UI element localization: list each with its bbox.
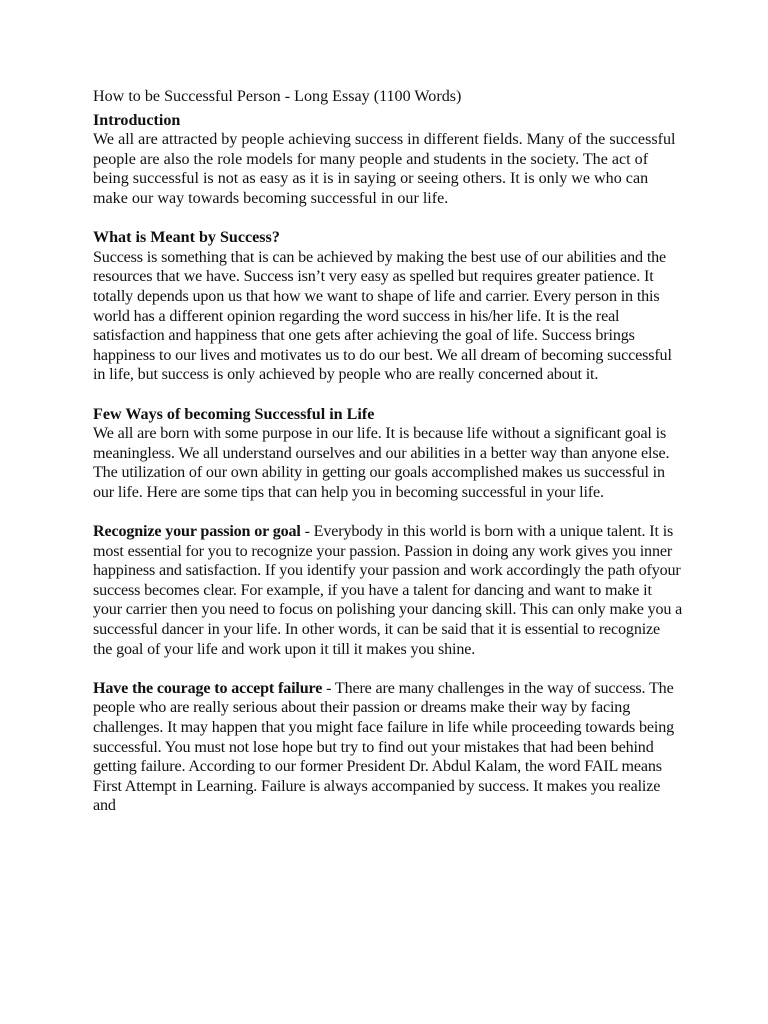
section-heading: Introduction — [93, 111, 181, 129]
essay-page — [93, 87, 683, 836]
tip-paragraph — [93, 679, 683, 816]
section-ways-of-success — [93, 405, 683, 503]
tip-accept-failure — [93, 679, 683, 816]
section-heading: Few Ways of becoming Successful in Life — [93, 405, 375, 423]
essay-title: How to be Successful Person - Long Essay (1100 Words) — [93, 88, 462, 105]
tip-paragraph — [93, 522, 683, 659]
section-body: We all are attracted by people achieving success in different fields. Many of the successful people are also the role models for many people and students in the society. The act of being successful is not as easy as it is in saying or seeing others. It is only we who can make our way towards becoming successful in our life. — [93, 131, 676, 207]
tip-lead: Have the courage to accept failure — [93, 679, 323, 697]
section-body: We all are born with some purpose in our life. It is because life without a significant goal is meaningless. We all understand ourselves and our abilities in a better way than anyone else. The utilization of our own ability in getting our goals accomplished makes us successful in our life. Here are some tips that can help you in becoming successful in your life. — [93, 425, 670, 501]
tip-body: - Everybody in this world is born with a unique talent. It is most essential for you to recognize your passion. Passion in doing any work gives you inner happiness and satisfaction. If you identify your passion and work accordingly the path ofyour success becomes clear. For example, if you have a talent for dancing and want to make it your carrier then you need to focus on polishing your dancing skill. This can only make you a successful dancer in your life. In other words, it can be said that it is essential to recognize the goal of your life and work upon it till it makes you shine. — [93, 523, 683, 658]
tip-recognize-passion — [93, 522, 683, 659]
section-body: Success is something that is can be achieved by making the best use of our abilities and the resources that we have. Success isn’t very easy as spelled but requires greater patience. It totally depends upon us that how we want to shape of life and carrier. Every person in this world has a different opinion regarding the word success in his/her life. It is the real satisfaction and happiness that one gets after achieving the goal of life. Success brings happiness to our lives and motivates us to do our best. We all dream of becoming successful in life, but success is only achieved by people who are really concerned about it. — [93, 248, 672, 384]
section-meaning-of-success — [93, 228, 683, 385]
tip-lead: Recognize your passion or goal — [93, 523, 301, 541]
tip-body: - There are many challenges in the way of success. The people who are really serious about their passion or dreams make their way by facing challenges. It may happen that you might face failure in life while proceeding towards being successful. You must not lose hope but try to find out your mistakes that had been behind getting failure. According to our former President Dr. Abdul Kalam, the word FAIL means First Attempt in Learning. Failure is always accompanied by success. It makes you realize and — [93, 679, 675, 815]
section-introduction — [93, 111, 683, 209]
section-heading: What is Meant by Success? — [93, 229, 280, 247]
